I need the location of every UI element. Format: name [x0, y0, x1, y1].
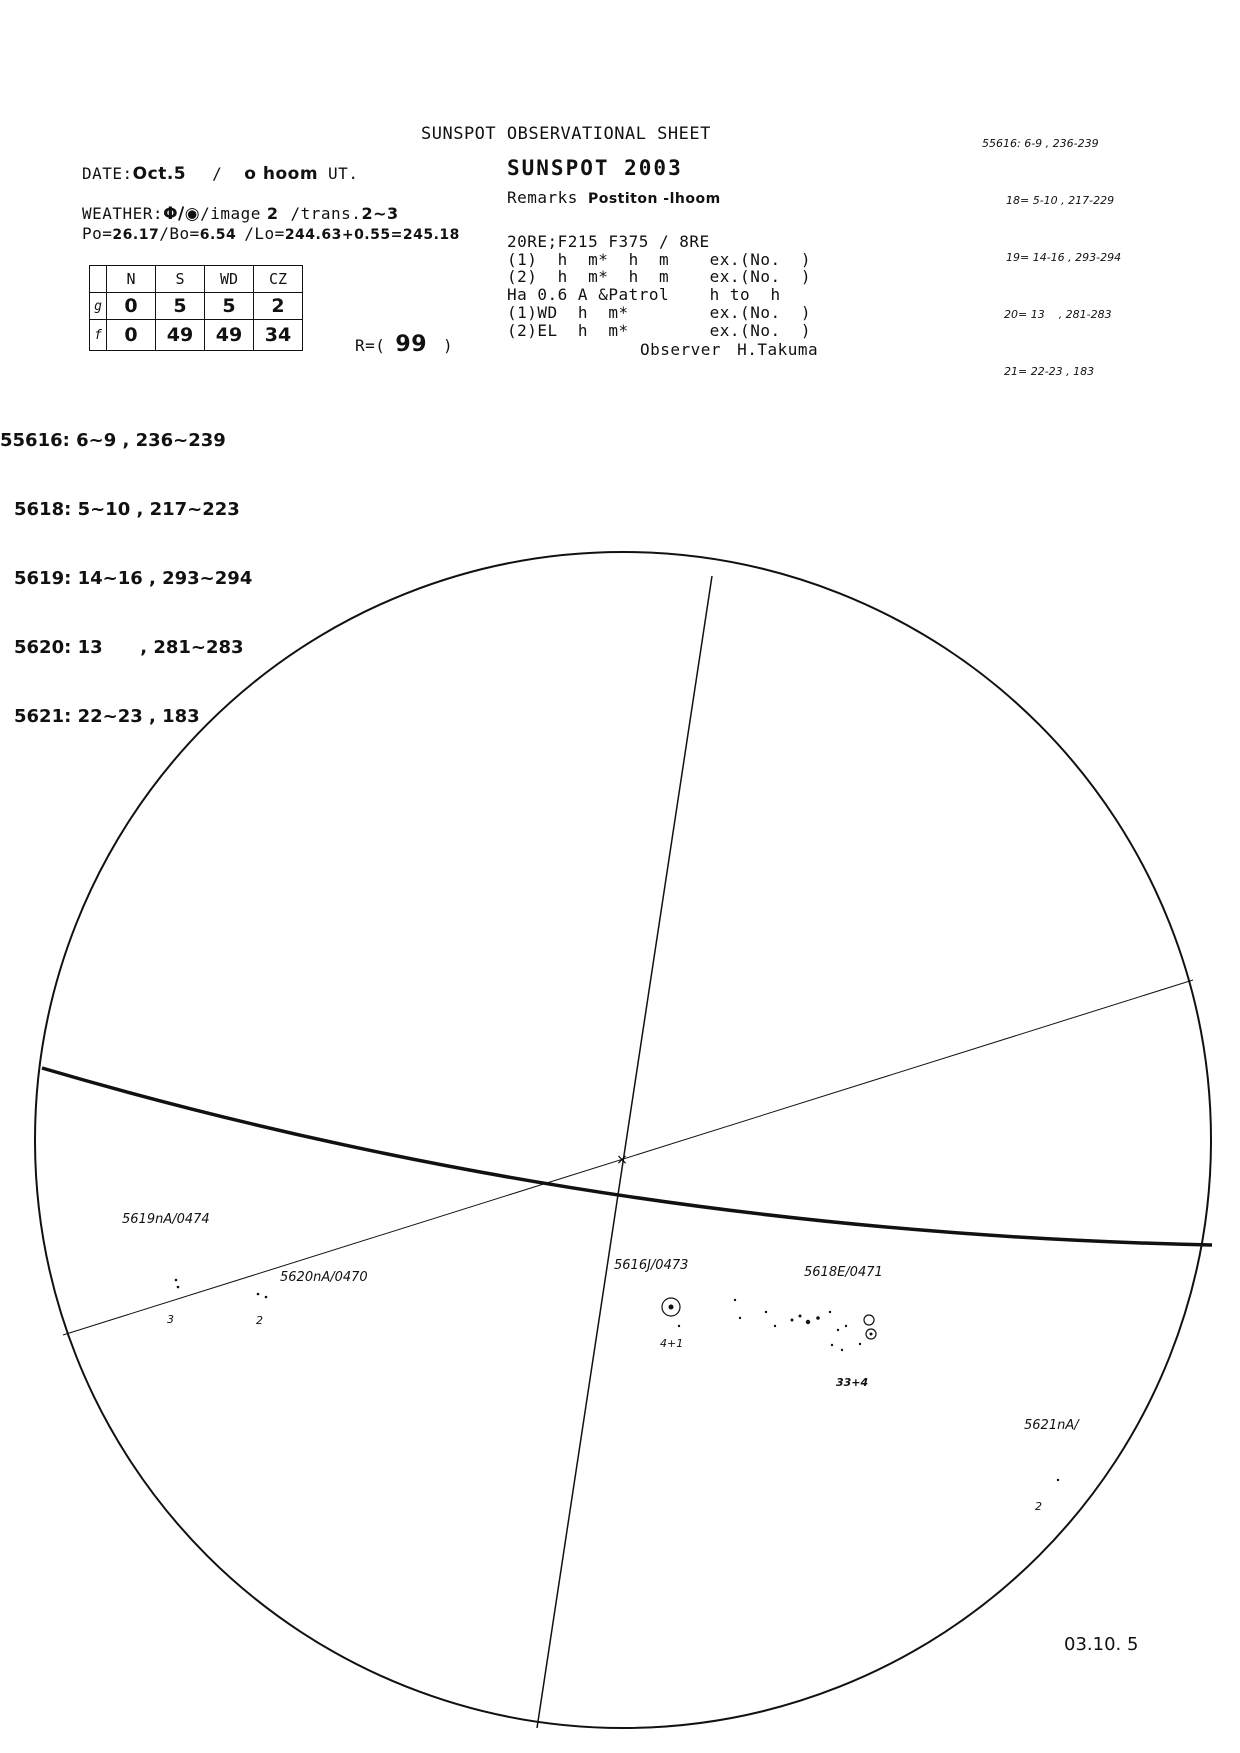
- r-suffix: ): [443, 336, 454, 355]
- remarks-re-line: 20RE;F215 F375 / 8RE: [507, 232, 710, 251]
- header-cell: CZ: [254, 266, 303, 293]
- sunspot-dot: [774, 1325, 776, 1327]
- remarks-line-el: (2)EL h m* ex.(No. ): [507, 321, 811, 340]
- corner-longitude-item: 21= 22-23 , 183: [1004, 365, 1095, 378]
- po-label: Po=: [82, 224, 113, 243]
- date-value: Oct.5: [132, 164, 187, 184]
- sunspot-dot: [739, 1317, 741, 1319]
- corner-longitude-item: 19= 14-16 , 293-294: [1006, 251, 1122, 264]
- observer-name: H.Takuma: [737, 340, 819, 359]
- sunspot-dot: [791, 1319, 794, 1322]
- cell-f-s: 49: [156, 320, 205, 351]
- sunspot-ring: [864, 1315, 874, 1325]
- remarks-line-1: (1) h m* h m ex.(No. ): [507, 250, 811, 269]
- sunspot-dot: [799, 1315, 802, 1318]
- weather-value: Φ/◉: [163, 204, 201, 224]
- sunspot-dot: [257, 1293, 260, 1296]
- date-stamp: 03.10. 5: [1064, 1634, 1139, 1655]
- time-separator: /: [212, 164, 223, 183]
- header-cell: N: [107, 266, 156, 293]
- sunspot-dot: [870, 1333, 873, 1336]
- image-value: 2: [266, 204, 279, 223]
- sheet-title: SUNSPOT OBSERVATIONAL SHEET: [421, 124, 711, 144]
- sunspot-dot: [175, 1279, 178, 1282]
- sunspot-dot: [265, 1296, 268, 1299]
- group-label-5620: 5620nA/0470: [280, 1270, 368, 1285]
- bo-value: 6.54: [199, 227, 237, 243]
- header-cell: WD: [205, 266, 254, 293]
- group-count-5616: 4+1: [660, 1337, 684, 1350]
- group-count-5619: 3: [167, 1313, 174, 1326]
- longitude-item: 5621: 22~23 , 183: [14, 706, 200, 727]
- r-value: 99: [395, 332, 428, 357]
- cell-g-s: 5: [156, 293, 205, 320]
- trans-value: 2~3: [361, 204, 399, 223]
- cell-g-wd: 5: [205, 293, 254, 320]
- sunspot-dot: [765, 1311, 767, 1313]
- solar-disk-outline: [35, 552, 1211, 1728]
- cell-g-n: 0: [107, 293, 156, 320]
- sunspot-dots: [175, 1279, 1060, 1482]
- group-count-5618: 33+4: [836, 1376, 869, 1389]
- sunspot-dot: [806, 1320, 810, 1324]
- remarks-line-wd: (1)WD h m* ex.(No. ): [507, 303, 811, 322]
- cell-f-n: 0: [107, 320, 156, 351]
- cell-f-cz: 34: [254, 320, 303, 351]
- disk-center-mark: ×: [616, 1152, 628, 1168]
- remarks-line-2: (2) h m* h m ex.(No. ): [507, 267, 811, 286]
- sunspot-dot: [1057, 1479, 1059, 1481]
- trans-label: /trans.: [290, 204, 362, 223]
- sunspot-dot: [734, 1299, 736, 1301]
- bo-label: /Bo=: [159, 224, 200, 243]
- sunspot-dot: [177, 1286, 180, 1289]
- sunspot-dot: [841, 1349, 843, 1351]
- corner-longitude-item: 20= 13 , 281-283: [1004, 308, 1112, 321]
- header-cell: S: [156, 266, 205, 293]
- sunspot-dot: [816, 1316, 820, 1320]
- date-label: DATE:: [82, 164, 133, 183]
- row-label: g: [90, 293, 107, 320]
- remarks-label: Remarks: [507, 188, 578, 207]
- lo-label: /Lo=: [244, 224, 285, 243]
- po-value: 26.17: [112, 227, 160, 243]
- group-label-5618: 5618E/0471: [804, 1265, 883, 1280]
- longitude-item: 5620: 13 , 281~283: [14, 637, 244, 658]
- longitude-item: 55616: 6~9 , 236~239: [0, 430, 226, 451]
- time-suffix: UT.: [328, 164, 359, 183]
- lo-value: 244.63+0.55=245.18: [284, 227, 460, 243]
- longitude-item: 5619: 14~16 , 293~294: [14, 568, 253, 589]
- sunspot-dot: [845, 1325, 847, 1327]
- observer-label: Observer: [640, 340, 722, 359]
- time-value: o hoom: [244, 164, 319, 184]
- remarks-line-ha: Ha 0.6 A &Patrol h to h: [507, 285, 781, 304]
- equator-line: [63, 980, 1193, 1335]
- group-count-5621: 2: [1035, 1500, 1042, 1513]
- sunspot-dot: [678, 1325, 680, 1327]
- group-count-5620: 2: [256, 1314, 263, 1327]
- image-label: /image: [200, 204, 261, 223]
- sunspot-dot: [859, 1343, 861, 1345]
- longitude-item: 5618: 5~10 , 217~223: [14, 499, 240, 520]
- sunspot-dot: [837, 1329, 839, 1331]
- group-label-5619: 5619nA/0474: [122, 1212, 210, 1227]
- sunspot-dot: [831, 1344, 833, 1346]
- sunspot-dot: [669, 1305, 674, 1310]
- sheet-subtitle: SUNSPOT 2003: [507, 156, 683, 180]
- group-label-5621: 5621nA/: [1024, 1418, 1079, 1433]
- group-label-5616: 5616J/0473: [614, 1258, 689, 1273]
- row-label: f: [90, 320, 107, 351]
- r-prefix: R=(: [355, 336, 386, 355]
- corner-longitude-item: 18= 5-10 , 217-229: [1006, 194, 1115, 207]
- corner-longitude-item: 55616: 6-9 , 236-239: [982, 137, 1099, 150]
- cell-g-cz: 2: [254, 293, 303, 320]
- cell-f-wd: 49: [205, 320, 254, 351]
- weather-label: WEATHER:: [82, 204, 164, 223]
- remarks-value: Postiton -lhoom: [587, 191, 721, 207]
- sunspot-dot: [829, 1311, 831, 1313]
